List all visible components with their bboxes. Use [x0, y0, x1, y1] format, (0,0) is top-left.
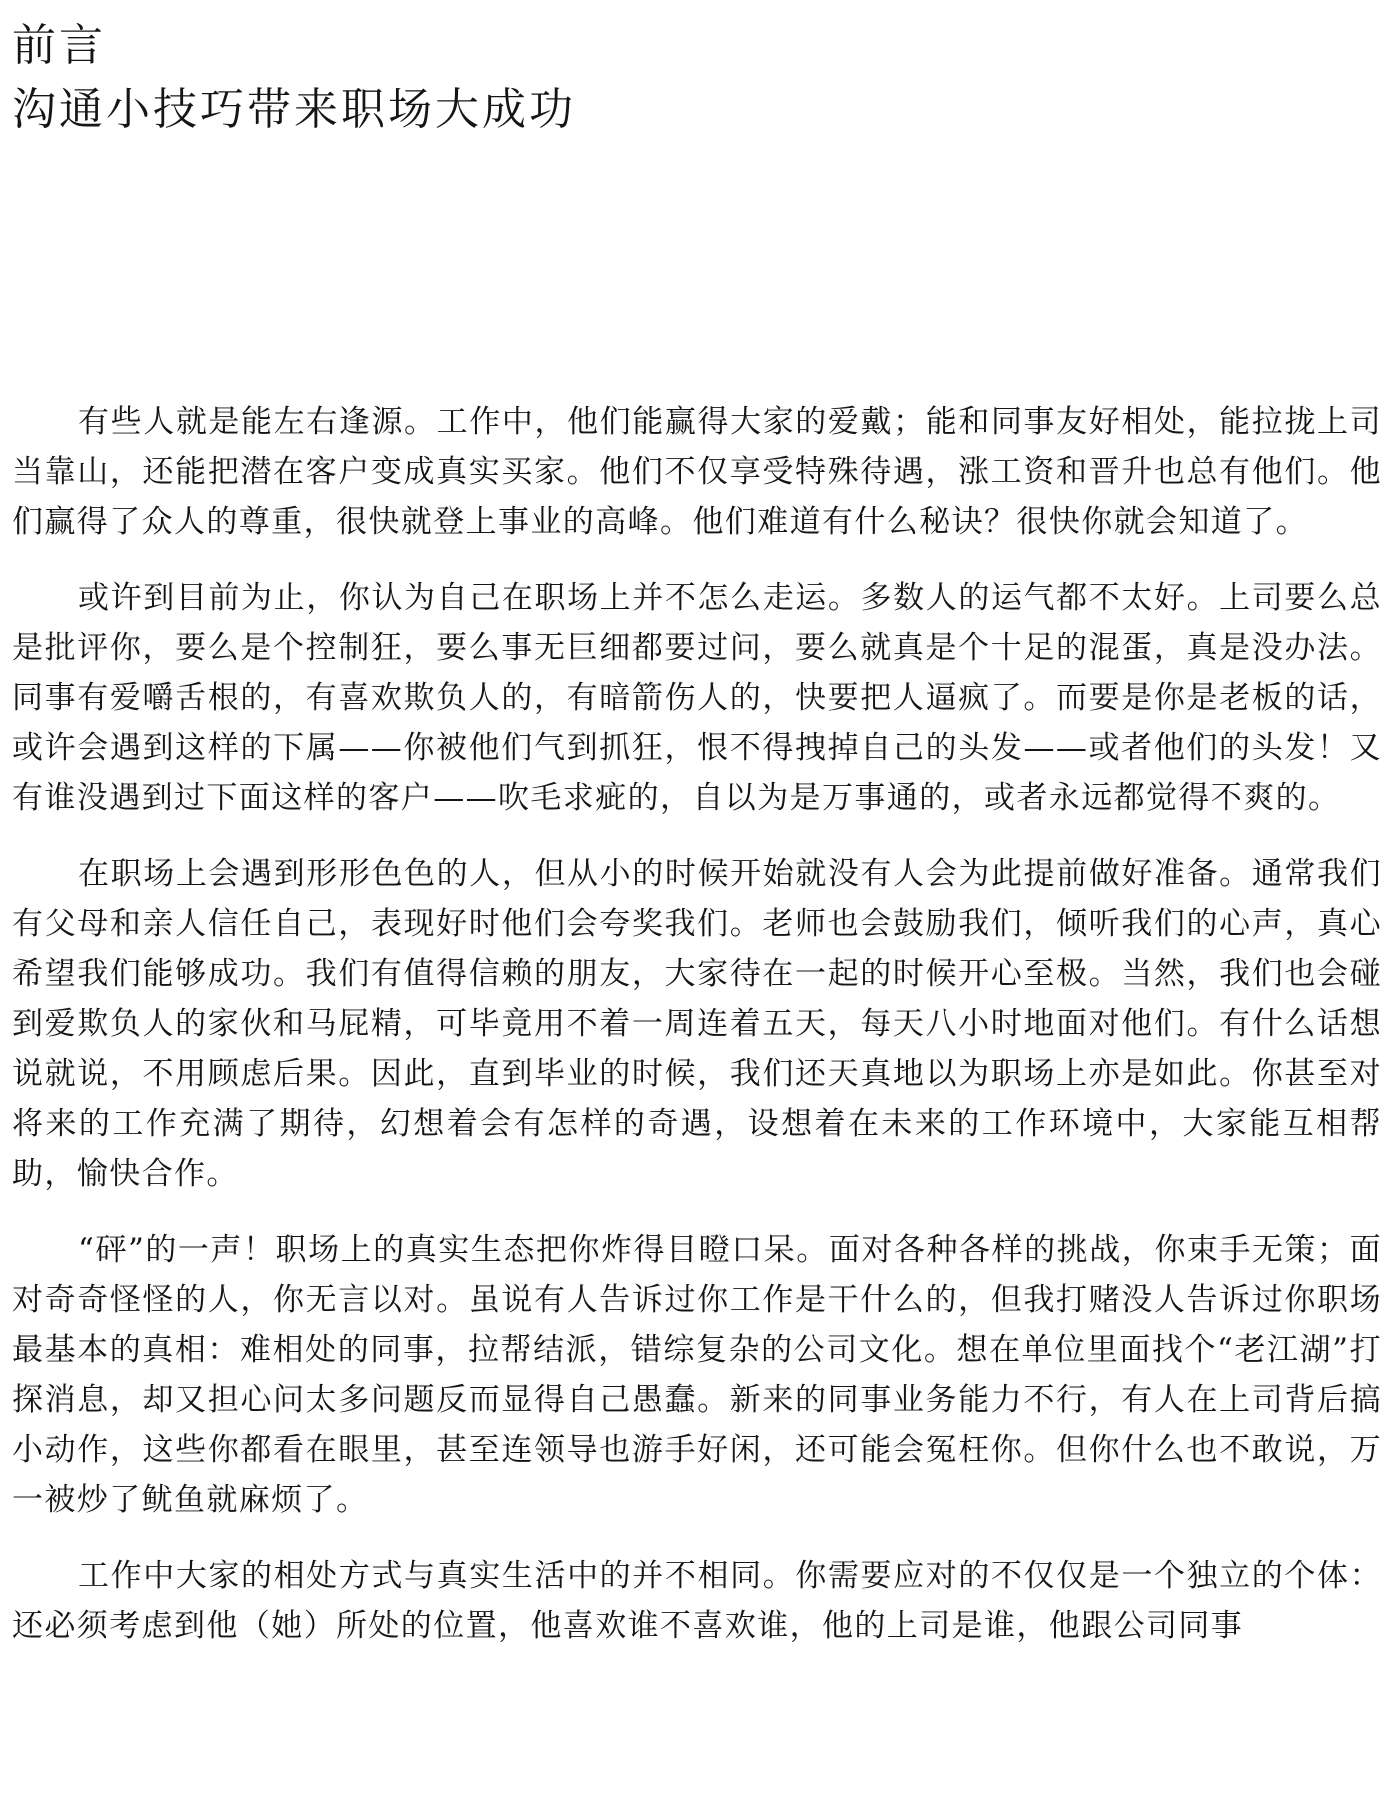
heading-chapter-title: 沟通小技巧带来职场大成功 — [12, 84, 576, 135]
paragraph-1: 有些人就是能左右逢源。工作中，他们能赢得大家的爱戴；能和同事友好相处，能拉拢上司当靠山，还能把潜在客户变成真实买家。他们不仅享受特殊待遇，涨工资和晋升也总有他们。他们赢得了众人的尊重，很快就登上事业的高峰。他们难道有什么秘诀？很快你就会知道了。 — [12, 404, 1382, 540]
paragraph-5: 工作中大家的相处方式与真实生活中的并不相同。你需要应对的不仅仅是一个独立的个体：还必须考虑到他（她）所处的位置，他喜欢谁不喜欢谁，他的上司是谁，他跟公司同事 — [12, 1558, 1382, 1644]
heading-preface: 前言 — [12, 20, 106, 71]
paragraph-4: “砰”的一声！职场上的真实生态把你炸得目瞪口呆。面对各种各样的挑战，你束手无策；面对奇奇怪怪的人，你无言以对。虽说有人告诉过你工作是干什么的，但我打赌没人告诉过你职场最基本的真相：难相处的同事，拉帮结派，错综复杂的公司文化。想在单位里面找个“老江湖”打探消息，却又担心问太多问题反而显得自己愚蠢。新来的同事业务能力不行，有人在上司背后搞小动作，这些你都看在眼里，甚至连领导也游手好闲，还可能会冤枉你。但你什么也不敢说，万一被炒了鱿鱼就麻烦了。 — [12, 1232, 1382, 1518]
chapter-heading — [12, 14, 576, 142]
paragraph-2: 或许到目前为止，你认为自己在职场上并不怎么走运。多数人的运气都不太好。上司要么总是批评你，要么是个控制狂，要么事无巨细都要过问，要么就真是个十足的混蛋，真是没办法。同事有爱嚼舌根的，有喜欢欺负人的，有暗箭伤人的，快要把人逼疯了。而要是你是老板的话，或许会遇到这样的下属——你被他们气到抓狂，恨不得拽掉自己的头发——或者他们的头发！又有谁没遇到过下面这样的客户——吹毛求疵的，自以为是万事通的，或者永远都觉得不爽的。 — [12, 580, 1382, 816]
paragraph-3: 在职场上会遇到形形色色的人，但从小的时候开始就没有人会为此提前做好准备。通常我们有父母和亲人信任自己，表现好时他们会夸奖我们。老师也会鼓励我们，倾听我们的心声，真心希望我们能够成功。我们有值得信赖的朋友，大家待在一起的时候开心至极。当然，我们也会碰到爱欺负人的家伙和马屁精，可毕竟用不着一周连着五天，每天八小时地面对他们。有什么话想说就说，不用顾虑后果。因此，直到毕业的时候，我们还天真地以为职场上亦是如此。你甚至对将来的工作充满了期待，幻想着会有怎样的奇遇，设想着在未来的工作环境中，大家能互相帮助，愉快合作。 — [12, 856, 1382, 1192]
body-text — [12, 397, 1382, 1677]
